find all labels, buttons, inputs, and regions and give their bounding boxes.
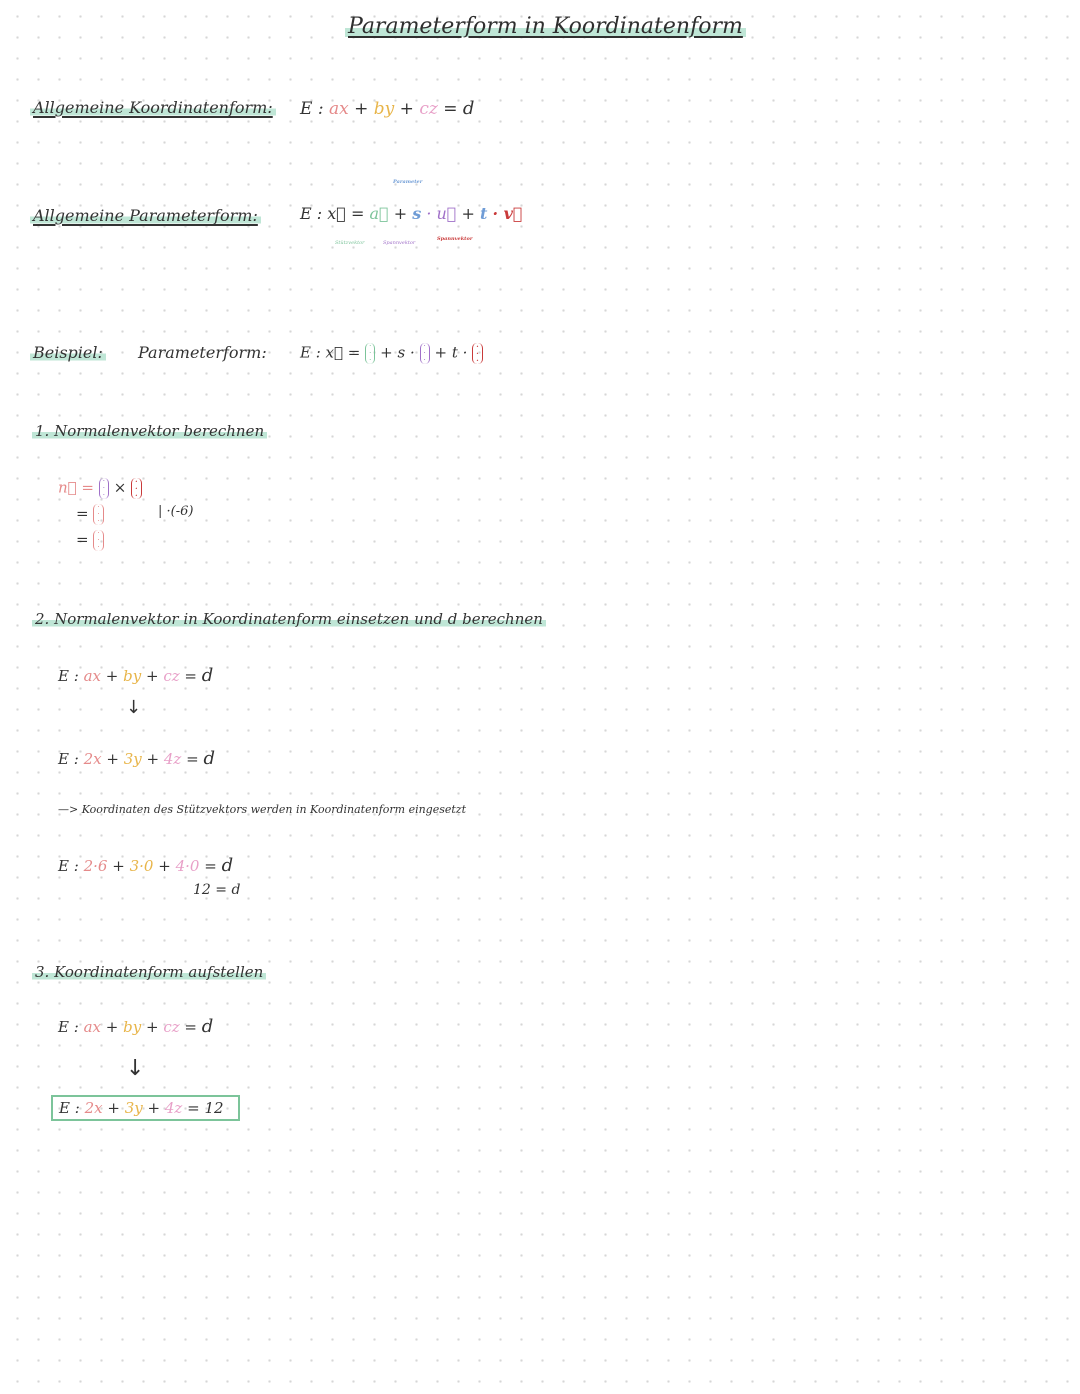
step2-result: 12 = d [193, 882, 241, 898]
example-equation: E : x⃗ = · · · + s · · · · + t · · · · [300, 343, 483, 364]
step1-heading: 1. Normalenvektor berechnen [32, 422, 267, 440]
step2-calc-equation: E : 2·6 + 3·0 + 4·0 = d [58, 855, 234, 876]
general-param-label: Allgemeine Parameterform: [30, 206, 261, 225]
step2-filled-equation: E : 2x + 3y + 4z = d [58, 748, 216, 769]
cross-factor-2: · · · [131, 478, 141, 499]
param-annotation-spannvektor-1: Spannvektor [383, 240, 416, 246]
cross-factor-1: · · · [99, 478, 109, 499]
down-arrow-icon-2: ↓ [126, 1056, 145, 1081]
cross-result-2: = · · · [76, 530, 104, 551]
step3-heading: 3. Koordinatenform aufstellen [32, 963, 266, 981]
span-vector-1: · · · [420, 343, 430, 364]
page-title: Parameterform in Koordinatenform [345, 14, 746, 39]
param-annotation-stuetzvektor: Stützvektor [335, 240, 365, 246]
param-annotation-spannvektor-2: Spannvektor [437, 236, 473, 242]
step2-general-equation: E : ax + by + cz = d [58, 665, 214, 686]
general-param-equation: E : x⃗ = a⃗ + s · u⃗ + t · v⃗ [300, 204, 523, 223]
cross-result-1: = · · · [76, 504, 104, 525]
example-sublabel: Parameterform: [138, 343, 267, 362]
general-coord-equation: E : ax + by + cz = d [300, 98, 475, 119]
param-annotation-parameter: Parameter [393, 179, 423, 185]
normal-vector-cross: n⃗ = · · · × · · · [58, 478, 142, 499]
step2-heading: 2. Normalenvektor in Koordinatenform einsetzen und d berechnen [32, 610, 546, 628]
example-label: Beispiel: [30, 343, 106, 362]
span-vector-2: · · · [472, 343, 482, 364]
scale-factor: | ·(-6) [158, 504, 194, 519]
support-vector: · · · [365, 343, 375, 364]
final-coordinate-form: E : 2x + 3y + 4z = 12 [51, 1095, 240, 1121]
step2-note: —> Koordinaten des Stützvektors werden in Koordinatenform eingesetzt [58, 803, 467, 816]
step3-general-equation: E : ax + by + cz = d [58, 1016, 214, 1037]
general-coord-label: Allgemeine Koordinatenform: [30, 98, 276, 117]
down-arrow-icon: ↓ [126, 697, 142, 718]
